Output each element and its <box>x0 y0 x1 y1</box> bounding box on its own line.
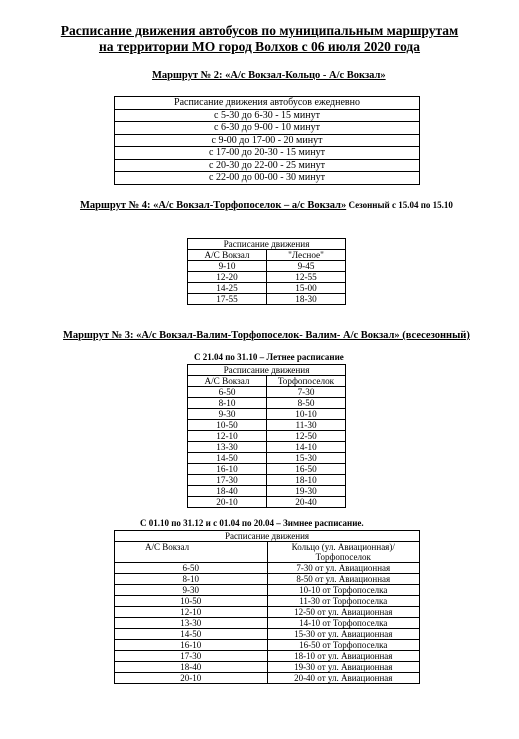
route4-cell: 15-00 <box>267 283 346 294</box>
winter-cell: 8-50 от ул. Авиационная <box>267 574 420 585</box>
route4-col-header: А/С Вокзал <box>188 250 267 261</box>
winter-cell: 12-10 <box>115 607 268 618</box>
winter-cell: 8-10 <box>115 574 268 585</box>
route3-winter-col-header: А/С Вокзал <box>115 542 268 563</box>
winter-cell: 10-10 от Торфопоселка <box>267 585 420 596</box>
winter-cell: 12-50 от ул. Авиационная <box>267 607 420 618</box>
summer-cell: 16-10 <box>188 464 267 475</box>
route4-cell: 12-20 <box>188 272 267 283</box>
winter-cell: 7-30 от ул. Авиационная <box>267 563 420 574</box>
route3-summer-table <box>187 364 346 508</box>
summer-cell: 14-50 <box>188 453 267 464</box>
summer-cell: 20-10 <box>188 497 267 508</box>
winter-cell: 20-40 от ул. Авиационная <box>267 673 420 684</box>
route4-table-header: Расписание движения <box>188 239 346 250</box>
summer-cell: 12-50 <box>267 431 346 442</box>
winter-cell: 14-10 от Торфопоселка <box>267 618 420 629</box>
summer-cell: 9-30 <box>188 409 267 420</box>
route4-table <box>187 238 346 305</box>
route4-col-header: "Лесное" <box>267 250 346 261</box>
route2-table-header: Расписание движения автобусов ежедневно <box>115 97 420 110</box>
winter-cell: 10-50 <box>115 596 268 607</box>
route4-heading: Маршрут № 4: «А/с Вокзал-Торфопоселок – а/с Вокзал» Сезонный с 15.04 по 15.10 <box>80 200 453 211</box>
summer-cell: 8-10 <box>188 398 267 409</box>
route4-cell: 18-30 <box>267 294 346 305</box>
winter-cell: 14-50 <box>115 629 268 640</box>
summer-cell: 12-10 <box>188 431 267 442</box>
winter-cell: 9-30 <box>115 585 268 596</box>
summer-cell: 13-30 <box>188 442 267 453</box>
route3-winter-table-header: Расписание движения <box>115 531 420 542</box>
route2-heading: Маршрут № 2: «А/с Вокзал-Кольцо - А/с Вокзал» <box>152 70 386 81</box>
route3-winter-table <box>114 530 420 684</box>
route3-summer-col-header: А/С Вокзал <box>188 376 267 387</box>
summer-cell: 6-50 <box>188 387 267 398</box>
summer-cell: 7-30 <box>267 387 346 398</box>
winter-cell: 15-30 от ул. Авиационная <box>267 629 420 640</box>
route3-summer-subheading: С 21.04 по 31.10 – Летнее расписание <box>194 352 344 362</box>
route4-cell: 14-25 <box>188 283 267 294</box>
winter-cell: 11-30 от Торфопоселка <box>267 596 420 607</box>
winter-cell: 13-30 <box>115 618 268 629</box>
winter-cell: 20-10 <box>115 673 268 684</box>
route2-row: с 5-30 до 6-30 - 15 минут <box>115 109 420 122</box>
winter-cell: 16-50 от Торфопоселка <box>267 640 420 651</box>
summer-cell: 19-30 <box>267 486 346 497</box>
route2-row: с 20-30 до 22-00 - 25 минут <box>115 159 420 172</box>
summer-cell: 18-40 <box>188 486 267 497</box>
winter-cell: 17-30 <box>115 651 268 662</box>
route2-row: с 9-00 до 17-00 - 20 минут <box>115 134 420 147</box>
route2-row: с 6-30 до 9-00 - 10 минут <box>115 122 420 135</box>
summer-cell: 17-30 <box>188 475 267 486</box>
page-title-line2: на территории МО город Волхов с 06 июля 2020 года <box>98 39 421 54</box>
winter-cell: 16-10 <box>115 640 268 651</box>
winter-cell: 19-30 от ул. Авиационная <box>267 662 420 673</box>
winter-cell: 18-10 от ул. Авиационная <box>267 651 420 662</box>
summer-cell: 18-10 <box>267 475 346 486</box>
winter-cell: 6-50 <box>115 563 268 574</box>
route3-winter-col-header: Торфопоселок <box>267 552 420 563</box>
route3-summer-col-header: Торфопоселок <box>267 376 346 387</box>
route3-winter-col-header: Кольцо (ул. Авиационная)/ <box>267 542 420 553</box>
summer-cell: 8-50 <box>267 398 346 409</box>
route3-summer-table-header: Расписание движения <box>188 365 346 376</box>
page-title-line1: Расписание движения автобусов по муниципальным маршрутам <box>60 23 459 38</box>
summer-cell: 11-30 <box>267 420 346 431</box>
route2-table <box>114 96 420 185</box>
route4-cell: 17-55 <box>188 294 267 305</box>
summer-cell: 10-10 <box>267 409 346 420</box>
summer-cell: 15-30 <box>267 453 346 464</box>
summer-cell: 20-40 <box>267 497 346 508</box>
route4-cell: 9-45 <box>267 261 346 272</box>
route4-cell: 9-10 <box>188 261 267 272</box>
route3-winter-subheading: С 01.10 по 31.12 и с 01.04 по 20.04 – Зимнее расписание. <box>140 518 364 528</box>
summer-cell: 10-50 <box>188 420 267 431</box>
route2-row: с 17-00 до 20-30 - 15 минут <box>115 147 420 160</box>
summer-cell: 16-50 <box>267 464 346 475</box>
route2-row: с 22-00 до 00-00 - 30 минут <box>115 172 420 185</box>
summer-cell: 14-10 <box>267 442 346 453</box>
route4-cell: 12-55 <box>267 272 346 283</box>
route3-heading: Маршрут № 3: «А/с Вокзал-Валим-Торфопоселок- Валим- А/с Вокзал» (всесезонный) <box>63 330 470 341</box>
winter-cell: 18-40 <box>115 662 268 673</box>
